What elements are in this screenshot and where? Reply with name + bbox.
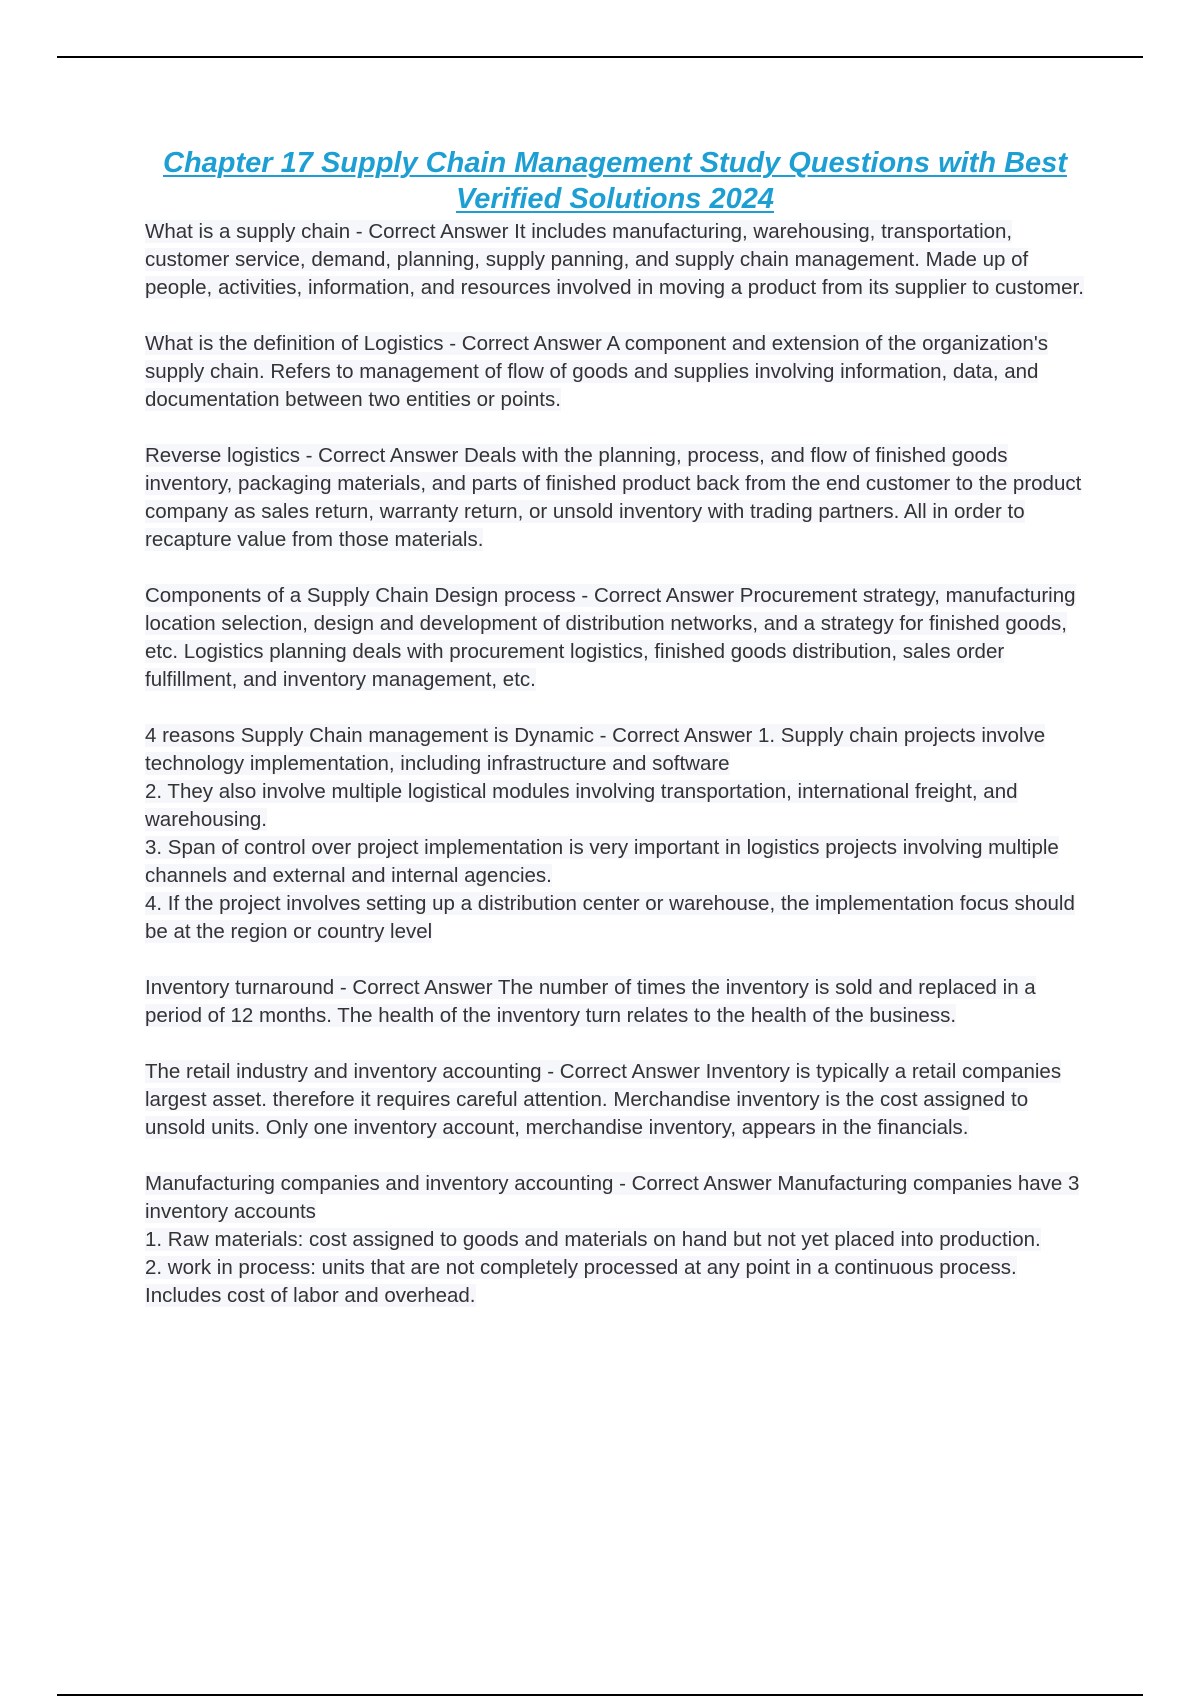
qa-entry-inventory-turnaround xyxy=(145,974,1085,1030)
qa-text: 4 reasons Supply Chain management is Dynamic - Correct Answer 1. Supply chain projects involve technology implementation, including infrastructure and software 2. They also involve multiple logistical modules involving transportation, international freight, and warehousing. 3. Span of control over project implementation is very important in logistics projects involving multiple channels and external and internal agencies. 4. If the project involves setting up a distribution center or warehouse, the implementation focus should be at the region or country level xyxy=(145,724,1075,943)
qa-entry-manufacturing-inventory xyxy=(145,1170,1085,1310)
qa-entry-supply-chain xyxy=(145,218,1085,302)
qa-entry-logistics xyxy=(145,330,1085,414)
qa-entry-retail-inventory xyxy=(145,1058,1085,1142)
qa-text: Reverse logistics - Correct Answer Deals with the planning, process, and flow of finished goods inventory, packaging materials, and parts of finished product back from the end customer to the product company as sales return, warranty return, or unsold inventory with trading partners. All in order to recapture value from those materials. xyxy=(145,444,1082,551)
bottom-rule xyxy=(57,1694,1143,1696)
qa-entry-design-process xyxy=(145,582,1085,694)
qa-text: Manufacturing companies and inventory accounting - Correct Answer Manufacturing companies have 3 inventory accounts 1. Raw materials: cost assigned to goods and materials on hand but not yet placed into production. 2. work in process: units that are not completely processed at any point in a continuous process. Includes cost of labor and overhead. xyxy=(145,1172,1080,1307)
qa-text: The retail industry and inventory accounting - Correct Answer Inventory is typically a retail companies largest asset. therefore it requires careful attention. Merchandise inventory is the cost assigned to unsold units. Only one inventory account, merchandise inventory, appears in the financials. xyxy=(145,1060,1062,1139)
qa-entry-reverse-logistics xyxy=(145,442,1085,554)
qa-text: What is the definition of Logistics - Correct Answer A component and extension of the organization's supply chain. Refers to management of flow of goods and supplies involving information, data, and documentation between two entities or points. xyxy=(145,332,1049,411)
qa-entry-dynamic-reasons xyxy=(145,722,1085,946)
top-rule xyxy=(57,56,1143,58)
qa-list xyxy=(145,218,1085,1310)
qa-text: What is a supply chain - Correct Answer It includes manufacturing, warehousing, transportation, customer service, demand, planning, supply panning, and supply chain management. Made up of people, activities, information, and resources involved in moving a product from its supplier to customer. xyxy=(145,220,1084,299)
qa-text: Inventory turnaround - Correct Answer The number of times the inventory is sold and replaced in a period of 12 months. The health of the inventory turn relates to the health of the business. xyxy=(145,976,1036,1027)
document-title: Chapter 17 Supply Chain Management Study Questions with Best Verified Solutions 2024 xyxy=(163,147,1067,215)
qa-text: Components of a Supply Chain Design process - Correct Answer Procurement strategy, manufacturing location selection, design and development of distribution networks, and a strategy for finished goods, etc. Logistics planning deals with procurement logistics, finished goods distribution, sales order fulfillment, and inventory management, etc. xyxy=(145,584,1076,691)
document-body xyxy=(145,145,1085,1338)
